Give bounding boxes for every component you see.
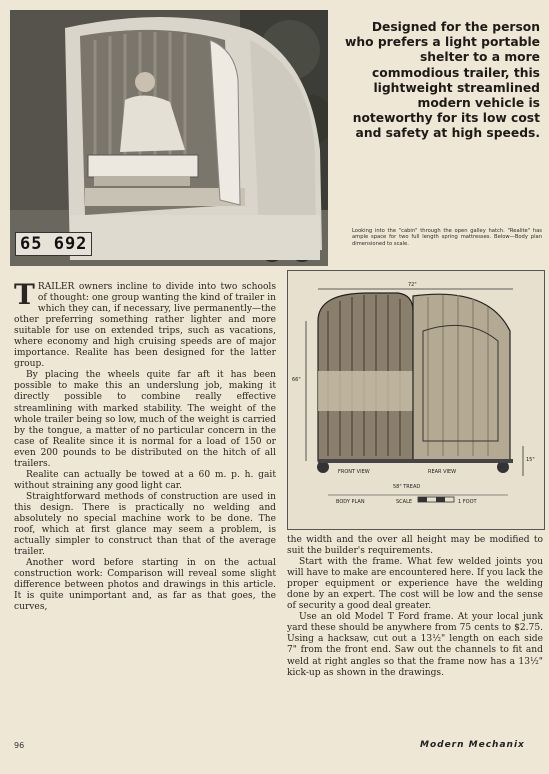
- paragraph: Straightforward methods of construction are used in this design. There is practically no welding and absolutely no special machine work to be done. The roof, which at first glance may seem a problem, is actually simpler to construct than that of the average trailer.: [14, 491, 276, 558]
- photo-caption: Looking into the "cabin" through the open galley hatch. "Realite" has ample space for two full length spring mattresses. Below—Body plan dimensioned to scale.: [352, 228, 542, 247]
- height-dimension: 66": [292, 377, 301, 383]
- paragraph: the width and the over all height may be modified to suit the builder's requirements.: [287, 535, 543, 557]
- paragraph: Use an old Model T Ford frame. At your local junk yard these should be anywhere from 75 cents to $2.75. Using a hacksaw, cut out a 13½" length on each side 7" from the front end. Saw out the channels to fit and weld at right angles so that the frame now has a 13½" kick-up as shown in the drawings.: [287, 612, 543, 678]
- magazine-name: Modern Mechanix: [420, 740, 525, 750]
- paragraph-text: RAILER owners incline to divide into two schools of thought: one group wanting the kind of trailer in which they can, if necessary, live permanently—the other preferring something rather lighter and more suitable for use on extended trips, such as vacations, where economy and high cruising speeds are of major importance. Realite has been designed for the latter group.: [14, 282, 276, 370]
- license-plate: 65 692: [15, 232, 92, 256]
- body-plan-drawing: [288, 271, 544, 529]
- article-column-1: [14, 278, 276, 613]
- body-plan-diagram: [287, 270, 545, 530]
- paragraph: Another word before starting in on the actual construction work: Comparison will reveal some slight difference between photos and drawings in this article. It is quite unimportant and, as far as that goes, the curves,: [14, 558, 276, 613]
- paragraph: By placing the wheels quite far aft it has been possible to make this an underslung job, making it directly possible to combine really effective streamlining with marked stability. The weight of the whole trailer being so low, much of the weight is carried by the tongue, a matter of no particular concern in the case of Realite since it is normal for a load of 150 or even 200 pounds to be distributed on the hitch of all trailers.: [14, 370, 276, 469]
- rear-view-label: REAR VIEW: [428, 469, 457, 475]
- paragraph: [14, 278, 276, 370]
- tread-label: 58" TREAD: [393, 484, 421, 490]
- trailer-illustration: [10, 10, 328, 266]
- trailer-photo: [10, 10, 328, 266]
- paragraph: Start with the frame. What few welded joints you will have to make are encountered here. If you lack the proper equipment or experience have the welding done by an expert. The cost will be low and the sense of security a good deal greater.: [287, 557, 543, 612]
- side-dimension: 15": [526, 457, 535, 463]
- headline: Designed for the person who prefers a light portable shelter to a more commodious trailer, this lightweight streamlined modern vehicle is noteworthy for its low cost and safety at high speeds.: [345, 20, 540, 141]
- drop-cap: T: [14, 278, 35, 311]
- article-column-2: [287, 535, 543, 679]
- scale-label: SCALE: [396, 499, 413, 505]
- foot-label: 1 FOOT: [458, 499, 477, 505]
- paragraph: Realite can actually be towed at a 60 m. p. h. gait without straining any good light car.: [14, 469, 276, 491]
- page-number: 96: [14, 741, 25, 750]
- body-plan-label: BODY PLAN: [336, 499, 365, 505]
- front-view-label: FRONT VIEW: [338, 469, 370, 475]
- width-dimension: 72": [408, 282, 417, 288]
